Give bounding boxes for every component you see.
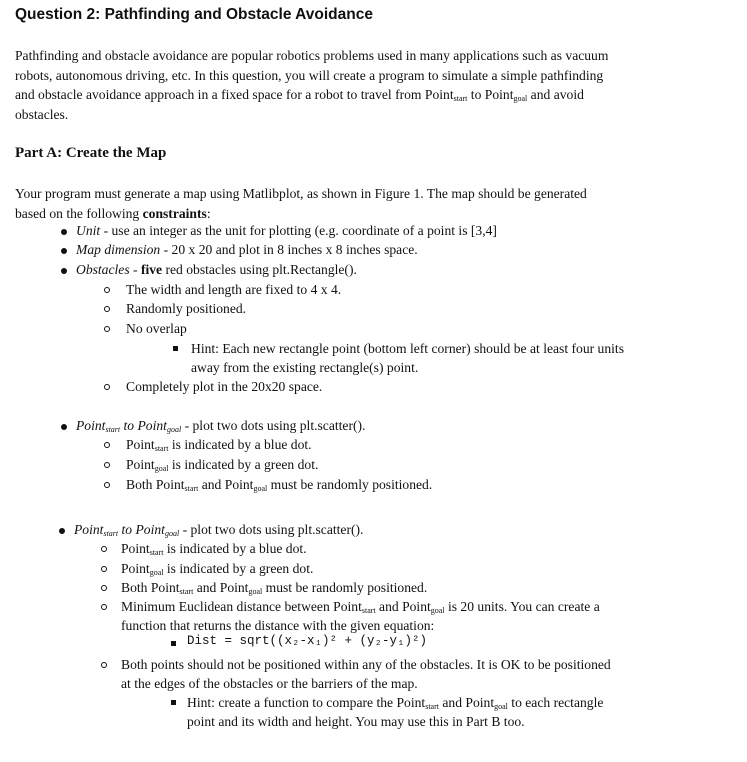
hint-overlap-line-1: Hint: Each new rectangle point (bottom left corner) should be at least four units <box>191 341 624 356</box>
sub-bullet-icon <box>101 662 107 668</box>
dimension-constraint: Map dimension - 20 x 20 and plot in 8 inches x 8 inches space. <box>76 242 418 257</box>
bullet-icon <box>61 248 67 254</box>
intro-line-2: robots, autonomous driving, etc. In this question, you will create a program to simulate a simple pathfinding <box>15 67 604 83</box>
obstacle-size-item: The width and length are fixed to 4 x 4. <box>126 282 342 297</box>
square-bullet-icon <box>171 700 176 705</box>
obstacles-constraint: Obstacles - five red obstacles using plt.Rectangle(). <box>76 262 357 277</box>
bullet-icon <box>61 268 67 274</box>
obstacle-check-line-2: at the edges of the obstacles or the barriers of the map. <box>121 676 418 691</box>
sub-bullet-icon <box>104 326 110 332</box>
sub-bullet-icon <box>101 566 107 572</box>
sub-bullet-icon <box>104 442 110 448</box>
points-constraint-2: Point$_{start}$ to Point$_{goal}$ - plot two dots using plt.scatter(). <box>74 522 364 538</box>
obstacle-overlap-item: No overlap <box>126 321 187 336</box>
intro-line-4: obstacles. <box>15 106 69 122</box>
bullet-icon <box>61 229 67 235</box>
hint-compare-line-1: Hint: create a function to compare the Point$_{start}$ and Point$_{goal}$ to each rectangle <box>187 695 604 711</box>
start-point-item-2: Point$_{start}$ is indicated by a blue dot. <box>121 541 307 557</box>
goal-point-item-1: Point$_{goal}$ is indicated by a green dot. <box>126 457 319 473</box>
bullet-icon <box>59 528 65 534</box>
constraints-intro <box>15 184 730 223</box>
obstacle-check-line-1: Both points should not be positioned within any of the obstacles. It is OK to be positioned <box>121 657 611 672</box>
sub-bullet-icon <box>104 287 110 293</box>
obstacle-plot-item: Completely plot in the 20x20 space. <box>126 379 323 394</box>
question-title: Question 2: Pathfinding and Obstacle Avoidance <box>15 6 373 23</box>
bullet-icon <box>61 424 67 430</box>
sub-bullet-icon <box>104 306 110 312</box>
sub-bullet-icon <box>101 585 107 591</box>
square-bullet-icon <box>173 346 178 351</box>
start-point-item-1: Point$_{start}$ is indicated by a blue dot. <box>126 437 312 453</box>
sub-bullet-icon <box>101 604 107 610</box>
sub-bullet-icon <box>104 384 110 390</box>
constraints-intro-line-1: Your program must generate a map using Matlibplot, as shown in Figure 1. The map should be generated <box>15 186 587 201</box>
intro-line-3: and obstacle avoidance approach in a fixed space for a robot to travel from Point$_{start}$ to Point$_{goal}$ and avoid <box>15 87 584 104</box>
sub-bullet-icon <box>104 462 110 468</box>
random-points-item-2: Both Point$_{start}$ and Point$_{goal}$ must be randomly positioned. <box>121 580 428 596</box>
intro-line-1: Pathfinding and obstacle avoidance are popular robotics problems used in many applications such as vacuum <box>15 48 609 63</box>
part-a-heading: Part A: Create the Map <box>15 145 167 161</box>
unit-constraint: Unit - use an integer as the unit for plotting (e.g. coordinate of a point is [3,4] <box>76 223 497 238</box>
distance-item-line-1: Minimum Euclidean distance between Point$_{start}$ and Point$_{goal}$ is 20 units. You can create a <box>121 599 600 615</box>
random-points-item-1: Both Point$_{start}$ and Point$_{goal}$ must be randomly positioned. <box>126 477 433 493</box>
hint-overlap-line-2: away from the existing rectangle(s) point. <box>191 360 419 375</box>
points-constraint-1: Point$_{start}$ to Point$_{goal}$ - plot two dots using plt.scatter(). <box>76 418 366 434</box>
intro-paragraph <box>15 46 730 124</box>
sub-bullet-icon <box>101 546 107 552</box>
square-bullet-icon <box>171 641 176 646</box>
obstacle-random-item: Randomly positioned. <box>126 301 247 316</box>
goal-point-item-2: Point$_{goal}$ is indicated by a green dot. <box>121 561 314 577</box>
distance-item-line-2: function that returns the distance with the given equation: <box>121 618 435 633</box>
sub-bullet-icon <box>104 482 110 488</box>
constraints-intro-line-2: based on the following constraints: <box>15 205 211 221</box>
distance-formula: Dist = sqrt((x₂-x₁)² + (y₂-y₁)²) <box>187 634 428 648</box>
hint-compare-line-2: point and its width and height. You may use this in Part B too. <box>187 714 525 729</box>
